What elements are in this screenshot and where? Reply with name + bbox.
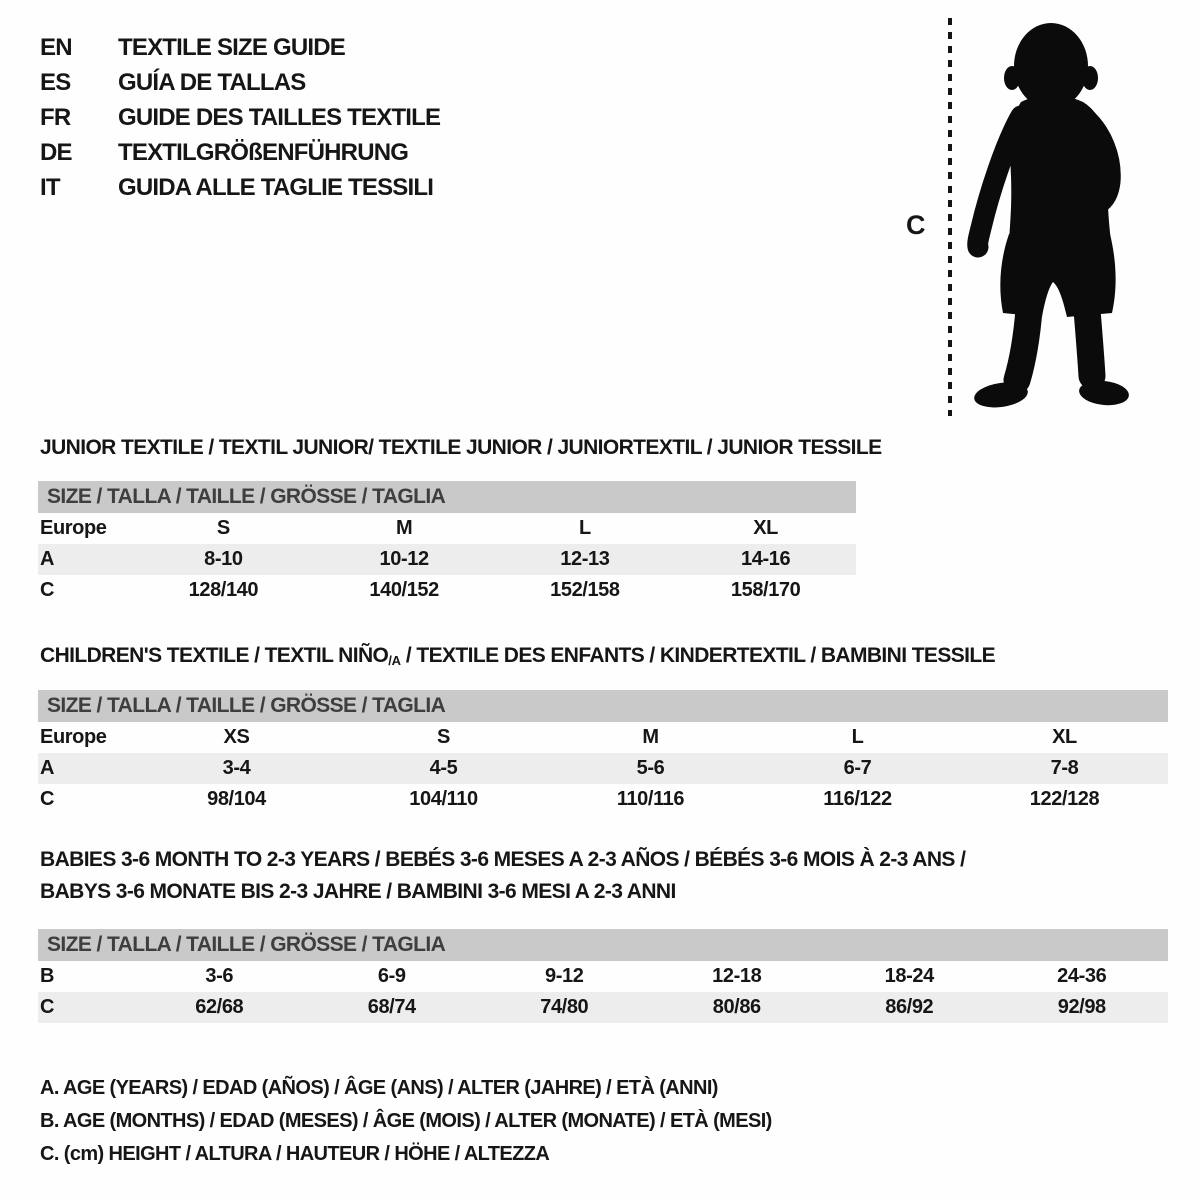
value-cell: 152/158 [550,579,620,601]
value-cell: 12-18 [712,965,762,987]
value-cell: 140/152 [369,579,439,601]
row-label: A [40,757,55,779]
row-label: Europe [40,517,107,539]
language-code: DE [40,139,72,166]
row-label: C [40,996,55,1018]
language-code: ES [40,69,71,96]
value-cell: 80/86 [712,996,761,1018]
table-row [38,992,1168,1023]
size-cell: XL [753,517,778,539]
language-row-it [40,170,440,205]
value-cell: 12-13 [560,548,610,570]
value-cell: 62/68 [195,996,244,1018]
legend-line-c: C. (cm) HEIGHT / ALTURA / HAUTEUR / HÖHE / ALTEZZA [40,1143,550,1165]
babies-section-title-line2: BABYS 3-6 MONATE BIS 2-3 JAHRE / BAMBINI 3-6 MESI A 2-3 ANNI [40,880,676,903]
value-cell: 116/122 [823,788,892,810]
language-title: GUIDA ALLE TAGLIE TESSILI [118,174,434,201]
value-cell: 6-7 [843,757,872,779]
language-row-es [40,65,440,100]
children-section-title [40,644,995,668]
value-cell: 24-36 [1057,965,1107,987]
legend-line-a: A. AGE (YEARS) / EDAD (AÑOS) / ÂGE (ANS) / ALTER (JAHRE) / ETÀ (ANNI) [40,1077,718,1099]
size-cell: M [642,726,659,748]
value-cell: 18-24 [884,965,934,987]
value-cell: 74/80 [540,996,589,1018]
language-row-de [40,135,440,170]
children-title-suffix: / TEXTILE DES ENFANTS / KINDERTEXTIL / BAMBINI TESSILE [400,644,996,667]
table-row [38,513,856,544]
value-cell: 4-5 [429,757,458,779]
size-cell: S [216,517,230,539]
size-cell: M [395,517,413,539]
value-cell: 7-8 [1050,757,1079,779]
children-title-prefix: CHILDREN'S TEXTILE / TEXTIL NIÑO [40,644,389,667]
size-cell: L [851,726,864,748]
language-title: TEXTILGRÖßENFÜHRUNG [118,139,409,166]
value-cell: 110/116 [616,788,685,810]
size-cell: S [437,726,450,748]
value-cell: 104/110 [409,788,478,810]
babies-section-title-line1: BABIES 3-6 MONTH TO 2-3 YEARS / BEBÉS 3-6 MESES A 2-3 AÑOS / BÉBÉS 3-6 MOIS À 2-3 ANS / [40,848,966,871]
children-title-subscript: /A [388,653,401,668]
language-row-fr [40,100,440,135]
value-cell: 68/74 [367,996,416,1018]
legend [40,1072,772,1171]
size-cell: L [578,517,591,539]
table-row [38,544,856,575]
size-cell: XS [223,726,250,748]
value-cell: 92/98 [1057,996,1106,1018]
row-label: C [40,788,55,810]
junior-section-title: JUNIOR TEXTILE / TEXTIL JUNIOR/ TEXTILE JUNIOR / JUNIORTEXTIL / JUNIOR TESSILE [40,436,882,459]
value-cell: 6-9 [377,965,406,987]
table-row [38,753,1168,784]
value-cell: 86/92 [885,996,934,1018]
table-row [38,722,1168,753]
language-title: TEXTILE SIZE GUIDE [118,34,345,61]
language-code: FR [40,104,71,131]
row-label: C [40,579,55,601]
legend-line-b: B. AGE (MONTHS) / EDAD (MESES) / ÂGE (MOIS) / ALTER (MONATE) / ETÀ (MESI) [40,1110,772,1132]
row-label: Europe [40,726,107,748]
value-cell: 3-6 [205,965,234,987]
value-cell: 5-6 [636,757,665,779]
height-measure-dashed-line [948,18,952,416]
value-cell: 8-10 [204,548,243,570]
language-code: EN [40,34,72,61]
toddler-silhouette-icon [963,16,1138,416]
value-cell: 122/128 [1029,788,1100,810]
table-row [38,961,1168,992]
value-cell: 128/140 [188,579,259,601]
value-cell: 10-12 [379,548,429,570]
row-label: A [40,548,55,570]
table-row [38,575,856,606]
height-measure-label: C [906,210,926,240]
table-row [38,784,1168,815]
language-title: GUÍA DE TALLAS [118,69,306,96]
value-cell: 3-4 [222,757,251,779]
language-title-list [40,30,440,205]
value-cell: 9-12 [545,965,584,987]
babies-size-header: SIZE / TALLA / TAILLE / GRÖSSE / TAGLIA [38,929,1168,961]
junior-size-header: SIZE / TALLA / TAILLE / GRÖSSE / TAGLIA [38,481,856,513]
children-size-header: SIZE / TALLA / TAILLE / GRÖSSE / TAGLIA [38,690,1168,722]
value-cell: 14-16 [741,548,791,570]
language-row-en [40,30,440,65]
value-cell: 158/170 [730,579,801,601]
row-label: B [40,965,55,987]
size-cell: XL [1052,726,1077,748]
value-cell: 98/104 [207,788,266,810]
language-title: GUIDE DES TAILLES TEXTILE [118,104,441,131]
language-code: IT [40,174,60,201]
